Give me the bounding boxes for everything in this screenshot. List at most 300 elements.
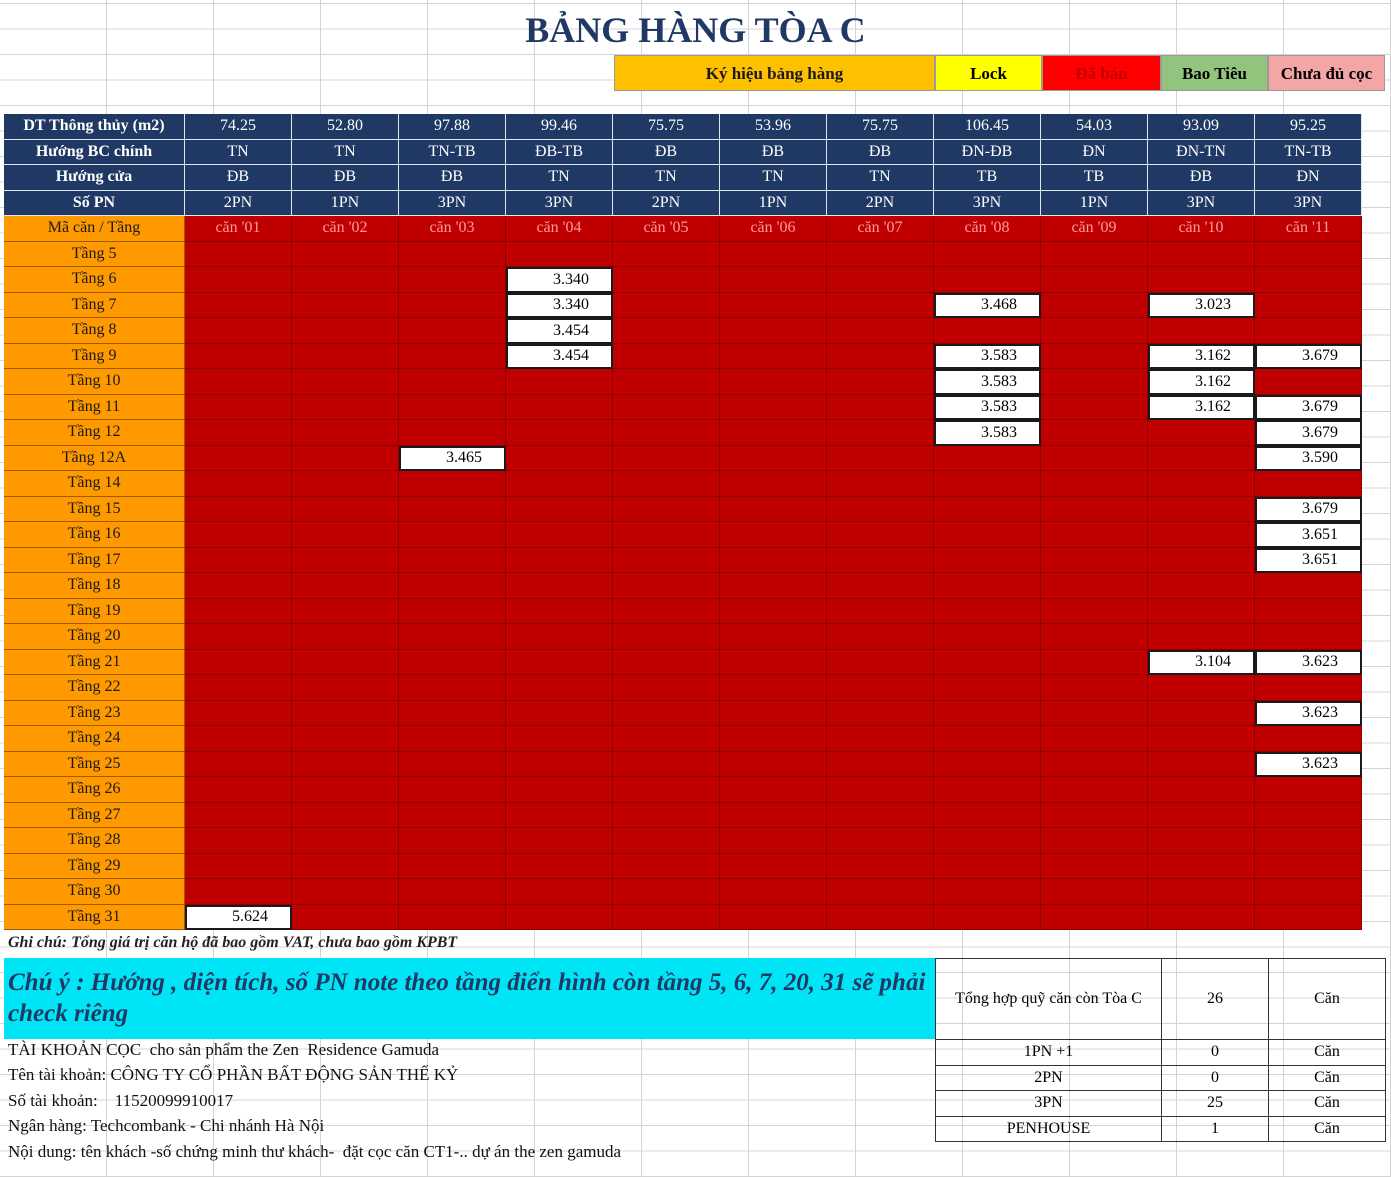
sold-unit-cell: [506, 777, 613, 803]
header-balcony-cell: TN-TB: [399, 140, 506, 166]
sold-unit-cell: [185, 777, 292, 803]
sold-unit-cell: [292, 548, 399, 574]
sold-unit-cell: [720, 854, 827, 880]
sold-unit-cell: [1041, 318, 1148, 344]
sold-unit-cell: [1148, 828, 1255, 854]
legend-lock: Lock: [935, 55, 1042, 91]
sold-unit-cell: [399, 344, 506, 370]
available-unit-price: 3.590: [1255, 446, 1362, 472]
sold-unit-cell: [399, 548, 506, 574]
unit-code: căn '06: [720, 216, 827, 242]
sold-unit-cell: [1255, 675, 1362, 701]
header-balcony-cell: ĐB-TB: [506, 140, 613, 166]
sold-unit-cell: [1148, 675, 1255, 701]
attention-note: Chú ý : Hướng , diện tích, số PN note theo tầng điển hình còn tầng 5, 6, 7, 20, 31 sẽ phải check riêng: [4, 958, 935, 1039]
sold-unit-cell: [613, 675, 720, 701]
sold-unit-cell: [1041, 879, 1148, 905]
header-bedrooms-cell: 1PN: [292, 191, 399, 217]
sold-unit-cell: [720, 828, 827, 854]
sold-unit-cell: [720, 267, 827, 293]
sold-unit-cell: [399, 854, 506, 880]
available-unit-price: 3.465: [399, 446, 506, 472]
sold-unit-cell: [506, 522, 613, 548]
sold-unit-cell: [292, 369, 399, 395]
header-door-cell: TN: [720, 165, 827, 191]
sold-unit-cell: [1255, 777, 1362, 803]
sold-unit-cell: [613, 828, 720, 854]
header-door-cell: TN: [506, 165, 613, 191]
sold-unit-cell: [720, 752, 827, 778]
legend-label: Ký hiệu bảng hàng: [614, 55, 935, 91]
summary-count: 0: [1162, 1040, 1269, 1066]
floor-label: Tầng 29: [4, 854, 185, 880]
sold-unit-cell: [720, 522, 827, 548]
available-unit-price: 3.679: [1255, 497, 1362, 523]
floor-label: Tầng 8: [4, 318, 185, 344]
sold-unit-cell: [934, 599, 1041, 625]
sold-unit-cell: [613, 548, 720, 574]
sold-unit-cell: [827, 650, 934, 676]
sold-unit-cell: [506, 624, 613, 650]
summary-type: 1PN +1: [936, 1040, 1162, 1066]
sold-unit-cell: [1041, 905, 1148, 931]
sold-unit-cell: [292, 675, 399, 701]
sold-unit-cell: [292, 344, 399, 370]
sold-unit-cell: [827, 905, 934, 931]
summary-count: 0: [1162, 1065, 1269, 1091]
available-unit-price: 3.679: [1255, 344, 1362, 370]
sold-unit-cell: [827, 828, 934, 854]
unit-code: căn '02: [292, 216, 399, 242]
sold-unit-cell: [827, 267, 934, 293]
header-area-cell: 74.25: [185, 114, 292, 140]
sold-unit-cell: [292, 420, 399, 446]
sold-unit-cell: [827, 752, 934, 778]
sold-unit-cell: [399, 522, 506, 548]
sold-unit-cell: [1148, 879, 1255, 905]
available-unit-price: 3.583: [934, 344, 1041, 370]
available-unit-price: 3.454: [506, 318, 613, 344]
sold-unit-cell: [1041, 828, 1148, 854]
sold-unit-cell: [720, 293, 827, 319]
sold-unit-cell: [1255, 624, 1362, 650]
header-bedrooms-cell: 1PN: [720, 191, 827, 217]
sold-unit-cell: [399, 293, 506, 319]
floor-label: Tầng 18: [4, 573, 185, 599]
floor-label: Tầng 21: [4, 650, 185, 676]
header-bedrooms-cell: 2PN: [827, 191, 934, 217]
sold-unit-cell: [399, 573, 506, 599]
sold-unit-cell: [1148, 573, 1255, 599]
header-balcony-cell: ĐN-TN: [1148, 140, 1255, 166]
sold-unit-cell: [292, 573, 399, 599]
unit-code: căn '01: [185, 216, 292, 242]
floor-label: Tầng 23: [4, 701, 185, 727]
sold-unit-cell: [934, 497, 1041, 523]
sold-unit-cell: [827, 497, 934, 523]
available-unit-price: 3.454: [506, 344, 613, 370]
sold-unit-cell: [720, 650, 827, 676]
sold-unit-cell: [292, 446, 399, 472]
summary-unit: Căn: [1269, 959, 1386, 1040]
summary-type: PENHOUSE: [936, 1116, 1162, 1142]
header-row-label: Hướng BC chính: [4, 140, 185, 166]
sold-unit-cell: [1255, 854, 1362, 880]
sold-unit-cell: [720, 344, 827, 370]
available-unit-price: 3.104: [1148, 650, 1255, 676]
bank-account-title: TÀI KHOẢN CỌC cho sản phẩm the Zen Residence Gamuda: [8, 1040, 440, 1059]
sold-unit-cell: [613, 471, 720, 497]
sold-unit-cell: [1255, 599, 1362, 625]
sold-unit-cell: [613, 267, 720, 293]
sold-unit-cell: [720, 318, 827, 344]
sold-unit-cell: [292, 752, 399, 778]
sold-unit-cell: [827, 701, 934, 727]
sold-unit-cell: [827, 420, 934, 446]
sold-unit-cell: [185, 599, 292, 625]
sold-unit-cell: [827, 624, 934, 650]
floor-label: Tầng 5: [4, 242, 185, 268]
sold-unit-cell: [934, 905, 1041, 931]
available-unit-price: 3.340: [506, 267, 613, 293]
header-balcony-cell: TN: [292, 140, 399, 166]
sold-unit-cell: [1255, 905, 1362, 931]
sold-unit-cell: [1255, 726, 1362, 752]
header-area-cell: 95.25: [1255, 114, 1362, 140]
sold-unit-cell: [292, 624, 399, 650]
sold-unit-cell: [1041, 395, 1148, 421]
sold-unit-cell: [934, 522, 1041, 548]
floor-label: Tầng 20: [4, 624, 185, 650]
floor-label: Tầng 17: [4, 548, 185, 574]
sold-unit-cell: [613, 318, 720, 344]
sold-unit-cell: [292, 828, 399, 854]
header-bedrooms-cell: 3PN: [1255, 191, 1362, 217]
sold-unit-cell: [827, 318, 934, 344]
sold-unit-cell: [720, 242, 827, 268]
sold-unit-cell: [185, 446, 292, 472]
sold-unit-cell: [934, 828, 1041, 854]
summary-row-unit: Căn: [1269, 1040, 1386, 1066]
available-unit-price: 3.679: [1255, 395, 1362, 421]
floor-label: Tầng 31: [4, 905, 185, 931]
unit-code: căn '08: [934, 216, 1041, 242]
available-unit-price: 3.651: [1255, 548, 1362, 574]
sold-unit-cell: [934, 548, 1041, 574]
sold-unit-cell: [292, 803, 399, 829]
sold-unit-cell: [1041, 624, 1148, 650]
sold-unit-cell: [292, 726, 399, 752]
sold-unit-cell: [1041, 293, 1148, 319]
sold-unit-cell: [934, 675, 1041, 701]
vat-note: Ghi chú: Tổng giá trị căn hộ đã bao gồm VAT, chưa bao gồm KPBT: [8, 934, 458, 951]
sold-unit-cell: [720, 395, 827, 421]
sold-unit-cell: [613, 522, 720, 548]
floor-label: Tầng 28: [4, 828, 185, 854]
summary-type: 3PN: [936, 1091, 1162, 1117]
sold-unit-cell: [399, 242, 506, 268]
sold-unit-cell: [185, 471, 292, 497]
sold-unit-cell: [399, 420, 506, 446]
sold-unit-cell: [1148, 701, 1255, 727]
header-balcony-cell: ĐN-ĐB: [934, 140, 1041, 166]
sold-unit-cell: [506, 675, 613, 701]
sold-unit-cell: [934, 624, 1041, 650]
sold-unit-cell: [827, 599, 934, 625]
sold-unit-cell: [1041, 752, 1148, 778]
header-area-cell: 53.96: [720, 114, 827, 140]
sold-unit-cell: [399, 650, 506, 676]
sold-unit-cell: [827, 446, 934, 472]
floor-label: Tầng 15: [4, 497, 185, 523]
header-door-cell: ĐB: [185, 165, 292, 191]
floor-label: Tầng 12A: [4, 446, 185, 472]
sold-unit-cell: [1148, 267, 1255, 293]
floor-label: Tầng 7: [4, 293, 185, 319]
sold-unit-cell: [506, 446, 613, 472]
sold-unit-cell: [934, 854, 1041, 880]
sold-unit-cell: [1255, 369, 1362, 395]
sold-unit-cell: [827, 803, 934, 829]
sold-unit-cell: [934, 573, 1041, 599]
sold-unit-cell: [1148, 522, 1255, 548]
sold-unit-cell: [506, 599, 613, 625]
sold-unit-cell: [185, 701, 292, 727]
sold-unit-cell: [1041, 701, 1148, 727]
header-bedrooms-cell: 3PN: [399, 191, 506, 217]
sold-unit-cell: [1255, 293, 1362, 319]
available-unit-price: 3.340: [506, 293, 613, 319]
summary-count: 1: [1162, 1116, 1269, 1142]
sold-unit-cell: [720, 573, 827, 599]
sold-unit-cell: [613, 905, 720, 931]
inventory-grid: [4, 114, 1362, 930]
header-area-cell: 97.88: [399, 114, 506, 140]
sold-unit-cell: [934, 242, 1041, 268]
sold-unit-cell: [934, 650, 1041, 676]
summary-count: 25: [1162, 1091, 1269, 1117]
header-door-cell: ĐB: [1148, 165, 1255, 191]
sold-unit-cell: [827, 242, 934, 268]
sold-unit-cell: [399, 369, 506, 395]
summary-row-unit: Căn: [1269, 1116, 1386, 1142]
sold-unit-cell: [613, 624, 720, 650]
sold-unit-cell: [292, 650, 399, 676]
sold-unit-cell: [506, 752, 613, 778]
sold-unit-cell: [1148, 854, 1255, 880]
sold-unit-cell: [1148, 777, 1255, 803]
sold-unit-cell: [292, 242, 399, 268]
sold-unit-cell: [506, 395, 613, 421]
sold-unit-cell: [185, 318, 292, 344]
sold-unit-cell: [934, 777, 1041, 803]
available-unit-price: 3.162: [1148, 369, 1255, 395]
sold-unit-cell: [399, 624, 506, 650]
sold-unit-cell: [934, 803, 1041, 829]
header-bedrooms-cell: 2PN: [185, 191, 292, 217]
unit-code: căn '11: [1255, 216, 1362, 242]
available-unit-price: 3.623: [1255, 752, 1362, 778]
sold-unit-cell: [506, 905, 613, 931]
summary-type: 2PN: [936, 1065, 1162, 1091]
sold-unit-cell: [506, 726, 613, 752]
sold-unit-cell: [185, 828, 292, 854]
floor-label: Tầng 10: [4, 369, 185, 395]
sold-unit-cell: [720, 471, 827, 497]
sold-unit-cell: [1255, 803, 1362, 829]
sold-unit-cell: [720, 420, 827, 446]
sold-unit-cell: [1041, 675, 1148, 701]
sold-unit-cell: [613, 726, 720, 752]
sold-unit-cell: [1148, 599, 1255, 625]
summary-total: 26: [1162, 959, 1269, 1040]
header-door-cell: TB: [934, 165, 1041, 191]
available-unit-price: 3.623: [1255, 650, 1362, 676]
sold-unit-cell: [1041, 242, 1148, 268]
transfer-content: Nội dung: tên khách -số chứng minh thư khách- đặt cọc căn CT1-.. dự án the zen gamuda: [8, 1142, 622, 1161]
sold-unit-cell: [506, 854, 613, 880]
sold-unit-cell: [185, 752, 292, 778]
page-title: BẢNG HÀNG TÒA C: [525, 10, 866, 50]
sold-unit-cell: [185, 675, 292, 701]
available-unit-price: 3.583: [934, 369, 1041, 395]
sold-unit-cell: [613, 599, 720, 625]
bank-account-number: Số tài khoản: 11520099910017: [8, 1091, 234, 1110]
sold-unit-cell: [720, 701, 827, 727]
floor-label: Tầng 26: [4, 777, 185, 803]
sold-unit-cell: [720, 879, 827, 905]
sold-unit-cell: [185, 624, 292, 650]
header-row-label: DT Thông thủy (m2): [4, 114, 185, 140]
summary-row-unit: Căn: [1269, 1091, 1386, 1117]
sold-unit-cell: [934, 701, 1041, 727]
sold-unit-cell: [613, 777, 720, 803]
sold-unit-cell: [1041, 854, 1148, 880]
sold-unit-cell: [613, 879, 720, 905]
sold-unit-cell: [613, 650, 720, 676]
unit-code: căn '03: [399, 216, 506, 242]
sold-unit-cell: [613, 573, 720, 599]
sold-unit-cell: [1041, 420, 1148, 446]
header-area-cell: 75.75: [613, 114, 720, 140]
sold-unit-cell: [185, 267, 292, 293]
sold-unit-cell: [1148, 318, 1255, 344]
sold-unit-cell: [399, 701, 506, 727]
sold-unit-cell: [613, 242, 720, 268]
sold-unit-cell: [1041, 777, 1148, 803]
sold-unit-cell: [1041, 573, 1148, 599]
floor-label: Tầng 25: [4, 752, 185, 778]
sold-unit-cell: [613, 395, 720, 421]
sold-unit-cell: [1041, 267, 1148, 293]
sold-unit-cell: [613, 369, 720, 395]
legend-sold: Đã bán: [1042, 55, 1161, 91]
sold-unit-cell: [399, 803, 506, 829]
sold-unit-cell: [720, 446, 827, 472]
header-door-cell: TB: [1041, 165, 1148, 191]
sold-unit-cell: [1041, 522, 1148, 548]
sold-unit-cell: [934, 267, 1041, 293]
sold-unit-cell: [292, 854, 399, 880]
sold-unit-cell: [506, 701, 613, 727]
sold-unit-cell: [185, 548, 292, 574]
sold-unit-cell: [185, 242, 292, 268]
sold-unit-cell: [399, 471, 506, 497]
sold-unit-cell: [1148, 726, 1255, 752]
sold-unit-cell: [292, 395, 399, 421]
sold-unit-cell: [1041, 369, 1148, 395]
header-bedrooms-cell: 3PN: [506, 191, 613, 217]
header-row-label: Số PN: [4, 191, 185, 217]
floor-label: Tầng 22: [4, 675, 185, 701]
sold-unit-cell: [506, 471, 613, 497]
header-balcony-cell: TN-TB: [1255, 140, 1362, 166]
floor-label: Tầng 30: [4, 879, 185, 905]
sold-unit-cell: [827, 395, 934, 421]
sold-unit-cell: [185, 522, 292, 548]
sold-unit-cell: [613, 752, 720, 778]
legend-guaranteed: Bao Tiêu: [1161, 55, 1268, 91]
sold-unit-cell: [1255, 828, 1362, 854]
unit-code: căn '07: [827, 216, 934, 242]
sold-unit-cell: [506, 828, 613, 854]
sold-unit-cell: [720, 599, 827, 625]
sold-unit-cell: [399, 879, 506, 905]
summary-table: [935, 958, 1386, 1142]
sold-unit-cell: [399, 497, 506, 523]
sold-unit-cell: [720, 369, 827, 395]
header-area-cell: 93.09: [1148, 114, 1255, 140]
available-unit-price: 3.468: [934, 293, 1041, 319]
sold-unit-cell: [292, 497, 399, 523]
sold-unit-cell: [1041, 471, 1148, 497]
sold-unit-cell: [399, 395, 506, 421]
header-balcony-cell: TN: [185, 140, 292, 166]
sold-unit-cell: [720, 624, 827, 650]
sold-unit-cell: [1041, 548, 1148, 574]
sold-unit-cell: [292, 267, 399, 293]
header-door-cell: ĐB: [399, 165, 506, 191]
sold-unit-cell: [399, 777, 506, 803]
sold-unit-cell: [292, 777, 399, 803]
sold-unit-cell: [292, 522, 399, 548]
sold-unit-cell: [613, 803, 720, 829]
bank-account-name: Tên tài khoản: CÔNG TY CỔ PHẦN BẤT ĐỘNG SẢN THẾ KỶ: [8, 1065, 459, 1084]
sold-unit-cell: [720, 905, 827, 931]
sold-unit-cell: [613, 420, 720, 446]
unit-code: căn '09: [1041, 216, 1148, 242]
sold-unit-cell: [506, 573, 613, 599]
sold-unit-cell: [827, 522, 934, 548]
sold-unit-cell: [1255, 318, 1362, 344]
sold-unit-cell: [185, 395, 292, 421]
header-area-cell: 75.75: [827, 114, 934, 140]
sold-unit-cell: [1148, 624, 1255, 650]
sold-unit-cell: [934, 752, 1041, 778]
sold-unit-cell: [399, 675, 506, 701]
sold-unit-cell: [613, 497, 720, 523]
sold-unit-cell: [1041, 344, 1148, 370]
header-bedrooms-cell: 3PN: [1148, 191, 1255, 217]
sold-unit-cell: [506, 803, 613, 829]
header-balcony-cell: ĐN: [1041, 140, 1148, 166]
sold-unit-cell: [185, 726, 292, 752]
sold-unit-cell: [720, 548, 827, 574]
sold-unit-cell: [399, 726, 506, 752]
sold-unit-cell: [292, 905, 399, 931]
floor-label: Tầng 12: [4, 420, 185, 446]
sold-unit-cell: [185, 854, 292, 880]
